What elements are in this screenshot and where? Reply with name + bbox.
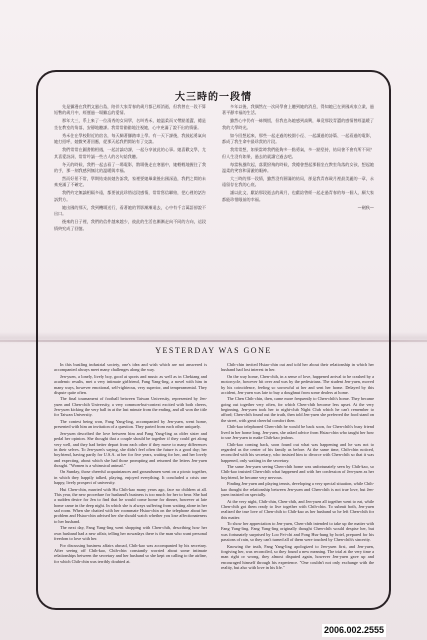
zh-paragraph: 她出國的那天，我到機場送行，看著她的背影漸漸遠去，心中有千言萬語卻說不出口。 bbox=[54, 204, 206, 217]
en-paragraph: At the very night, Chih-chin, Chen-chih, and Jen-yuen all together went to eat, while Chen-chih got them ready to live together with Chih-chin. To submit both, Jen-yuen realized the true love of Chen-chih to Chih-kao as her husband so he left Chen-chih for this matter. bbox=[221, 498, 374, 520]
zh-paragraph: 我們約定無論相隔多遠，都要彼此珍惜這段感情，常常寫信聯絡，把心裡的話告訴對方。 bbox=[54, 190, 206, 202]
zh-paragraph: 冬天的時候，我們一起去看了一場電影，散場後走在寒風中，她輕輕地握住了我的手，那一刻我感到無比的溫暖與幸福。 bbox=[54, 161, 206, 174]
english-title: YESTERDAY WAS GONE bbox=[155, 346, 272, 355]
en-paragraph: The same Jen-yuen seeing Chen-chih home was unfortunately seen by Chih-kao, so Chih-kao insisted Chen-chih what happened and with her confession of Jen-yuen as her boyfriend, he became very nervous. bbox=[221, 464, 374, 480]
en-paragraph: Chih-chin invited Hsiao-chin out and told her about their relationship in which her husband had lost interest in her. bbox=[221, 362, 374, 373]
zh-paragraph: 我們常常在圖書館相遇，一起討論功課，一起分享彼此的心事。她喜歡文學，尤其喜愛詩詞，常常吟誦一些古人的名句給我聽。 bbox=[54, 147, 206, 159]
en-paragraph: On the way home, Chen-chih, in a sense of love, happened arrival to be crashed by a motorcycle, however hit over and was by the pedestrians. The student Jen-yuen, moved by his coincidence, feeling so sorrowful at her and sent her home. Delayed by this accident, Jen-yuen was late to buy a doughnut from some dealers at home. bbox=[221, 373, 374, 395]
chinese-column-right bbox=[222, 104, 374, 332]
zh-paragraph: 大三時的那一段情，雖然沒有圓滿的結局，卻是我青春歲月裡最美麗的一章，永遠留存在我的心底。 bbox=[222, 176, 374, 188]
english-column-right bbox=[221, 362, 374, 598]
en-paragraph: Finding Jen-yuen and playing tennis, developing a very special situation, while Chih-kao thought the relationship between Jen-yuen and Chen-chih is not true love, but Jen-yuen insisted on specially. bbox=[221, 481, 374, 498]
en-paragraph: Jen-yuen, a lonely, lively boy, good at sports and music as well as in Chekiang and academic results, met a very intimate girlfriend, Fang Yang-ling, a novel with him in many ways, however emotional, self-righteous, very superior, and temperamental. They dispute quite often. bbox=[54, 373, 207, 395]
chinese-text-columns bbox=[54, 104, 374, 332]
en-paragraph: Chih-kao telephoned Chen-chih he would be back soon, for Chen-chih's busy friend lived in her home long. Jen-yuen, she asked advice from Hsiao-chin who taught her how to use Jen-yuen to make Chih-kao jealous. bbox=[221, 424, 374, 441]
english-column-left bbox=[54, 362, 207, 598]
zh-paragraph: 那年大三，系上來了一位清秀的女同學，名叫秀禾，她溫柔而又帶點羞澀，總是坐在教室的角落，安靜地聽課。我常常偷偷地注視她，心中充滿了說不出的情愫。 bbox=[54, 118, 206, 130]
zh-paragraph: 秀禾住在學校附近的宿舍，每天騎著腳踏車上學。有一天下課後，我鼓起勇氣向她打招呼，她微笑著回應，從那天起我們開始有了交談。 bbox=[54, 132, 206, 145]
en-paragraph: Knowing the truth, Fang Yang-ling apologized to Jen-yuen first, and Jen-yuen, forgiving her, was reconciled, so they found a new meaning. The trial at the very time a man right or wrong, they almost disputed again, however Jen-yuen gave up and encouraged himself through his experience. "One couldn't not only exchange with the reality, but also with love in his life." bbox=[221, 543, 374, 571]
zh-paragraph: 多年以後，我偶然在一次同學會上聽到她的消息，得知她已在異國成家立業，過著平靜幸福的生活。 bbox=[222, 104, 374, 116]
en-paragraph: The Chen Chih-chin, then, came more frequently to Chen-chih's home. They became going out together very often, for which Chen-chih become less upset. At the very beginning, Jen-yuen took her to night-club Night Club which he can't remember to afford; Chen-chih found out the truth, then told Jen-yuen she preferred the food stand on the street, with great cheerful comfort then. bbox=[221, 396, 374, 423]
en-paragraph: In this bustling industrial society, one's idea and wish which are not answered is accompanied always meet many challenges along the way. bbox=[54, 362, 207, 373]
en-paragraph: For discussing business affairs abroad, Chih-kao was accompanied by his secretary. After seeing off Chih-kao, Chih-chin constantly worried about some intimate relationships between the secretary and her husband so she kept on calling to the airline, for which Chih-chin was terribly doubted at. bbox=[54, 542, 207, 564]
en-paragraph: To show her appreciation to Jen-yuen, Chen-chih intended to take up the matter with Fang Yang-ling. Fang Yang-ling originally thought Chen-chih would despise her, but was fortunately surprised by Loo Fei-chi and Fong Hsu-hung by hotel, prepared for his passions of rain, so they can't turned all of them were touched by Chen-chih's sincerity. bbox=[221, 521, 374, 543]
zh-paragraph: 雖然心中仍有一絲惆悵，但我也為她感到高興，畢竟那段青澀的感情曾經溫暖了我的大學時光。 bbox=[222, 118, 374, 130]
zh-paragraph: 每當秋風吹起，落葉紛飛的時候，我總會想起那個坐在教室角落的女孩，想起她溫柔的笑容和清澈的眼神。 bbox=[222, 161, 374, 174]
en-paragraph: Hui Chen-chin, married with Hu Chih-kao many years ago, face no children at all. This year, the new procedure for husband's business is too much for her to bear. She had a sudden desire for Jen to find that he would come home for dinner, however at late home came in the deep night. In which she is always suffering from waiting alone in her sad room. When she chatted with her roommate Hsiao-chin on the telephone about her problem and Hsiao-chin advised her she should watch whether you lose affectionateness to her husband. bbox=[54, 486, 207, 524]
zh-paragraph: 謹以此文，獻給那段逝去的歲月，也獻給曾經一起走過青春的每一個人，願大家都能珍惜眼前的幸福。 bbox=[222, 190, 374, 202]
english-text-columns bbox=[54, 362, 374, 598]
zh-paragraph: 我常常想，如果當時我們能夠多一點勇氣，多一點堅持，結局會不會有所不同？但人生沒有如果，過去的就讓它過去吧。 bbox=[222, 147, 374, 159]
chinese-signature: —劍秋— bbox=[357, 205, 374, 211]
en-paragraph: Jen-yuen described the love between him and Fang Yang-ling as older sister and pedal her opinion. She thought that a couple should be together if they could get along very well, and they had better depart from each other if they move to many differences in their selves. To Jen-yuen's saying, she didn't feel often the future is a good day; her boyfriend, having partly for U.S.A. at her for five years, waiting for her, and her lovely and expecting, about which she had those prompting and returned the letters Jen-yuen thought. "Women is a whimsical animal." bbox=[54, 430, 207, 468]
en-paragraph: On Sunday, those cheerful acquaintances and groundsmen went on a picnic together, in which they happily talked, playing, enjoyed everything. It concluded a crisis one happy, lively prospect of university. bbox=[54, 469, 207, 486]
catalog-number-label: 2006.002.2555 bbox=[324, 625, 385, 635]
zh-paragraph: 如今回想起來，那些一起走過的校園小徑、一起讀過的詩篇、一起看過的電影，都成了我生命中最珍貴的片段。 bbox=[222, 132, 374, 145]
en-paragraph: The contest being won, Fang Yang-ling, accompanied by Jen-yuen, went home, presented with him an invitation of a question. They parted from each other uniquely. bbox=[54, 419, 207, 430]
en-paragraph: The final tournament of football between Taiwan University, represented by Jen-yuen and Chen-chih University, a very common-but-context excited with both cheers, Jen-yuen kicking the very ball in at the last minute from the ending, and all won the title for Taiwan University. bbox=[54, 396, 207, 418]
zh-paragraph: 先是彌漫在我們文風台島，陪伴大家青春的歲月都已經消逝，但我曾在一段不算短暫的歲月中，經歷過一場難忘的愛情。 bbox=[54, 104, 206, 116]
zh-paragraph: 然而好景不常，學期結束前她告訴我，家裡要她畢業後出國深造，我們之間的未來充滿了不確定。 bbox=[54, 176, 206, 188]
en-paragraph: Chih-kao coming back, soon found out what was happening and he was not to regarded as the center of his family as before. At the same time, Chih-chin noticed, reconciled with his secretary, who insisted him to divorce with Chen-chih so that it was happened, only waiting in the secretary. bbox=[221, 441, 374, 463]
chinese-column-left bbox=[54, 104, 206, 332]
chinese-title: 大三時的一段情 bbox=[175, 92, 252, 103]
en-paragraph: The next day, Fang Yang-ling went shopping with Chen-chih, describing how her own husband had a new affair, telling her nowadays there is the man who want personal freedom to love with her. bbox=[54, 525, 207, 541]
zh-paragraph: 後來的日子裡，我們的信件越來越少，彼此的生活也漸漸走向不同的方向，這段情終究成了回憶。 bbox=[54, 219, 206, 231]
